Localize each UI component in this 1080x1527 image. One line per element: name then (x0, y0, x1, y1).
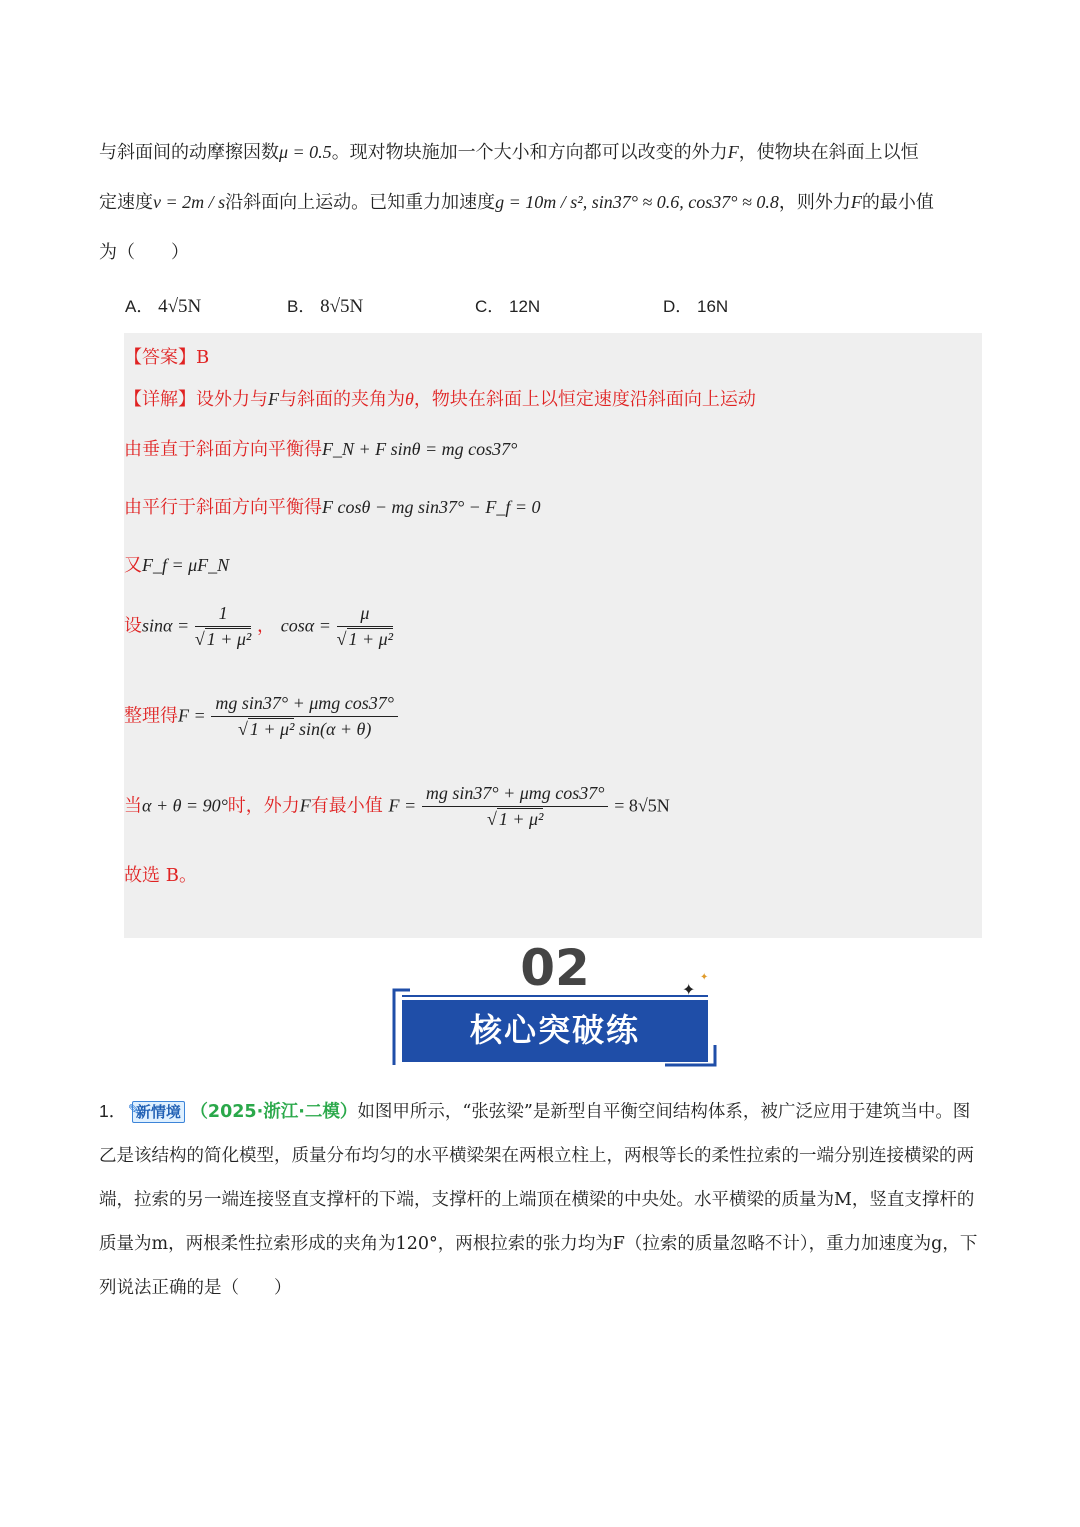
stem-line-2: 定速度v = 2m / s沿斜面向上运动。已知重力加速度g = 10m / s², sin37° ≈ 0.6, cos37° ≈ 0.8，则外力F的最小值 (99, 192, 934, 213)
answer-panel (124, 333, 982, 938)
stem-line-1: 与斜面间的动摩擦因数μ = 0.5。现对物块施加一个大小和方向都可以改变的外力F，使物块在斜面上以恒 (99, 142, 919, 163)
section-number: 02 (520, 939, 590, 997)
option-b[interactable]: B． 8√5N (287, 296, 364, 317)
section-title: 核心突破练 (469, 1011, 640, 1049)
mu-value: μ = 0.5 (279, 142, 332, 162)
question-1 (99, 1089, 979, 1310)
min-force-fraction: mg sin37° + μmg cos37° √ 1 + μ² (422, 783, 609, 830)
equation-2: 由平行于斜面方向平衡得F cosθ − mg sin37° − F_f = 0 (124, 497, 541, 518)
question-text: 如图甲所示，“张弦梁”是新型自平衡空间结构体系，被广泛应用于建筑当中。图乙是该结构的简化模型，质量分布均匀的水平横梁架在两根立柱上，两根等长的柔性拉索的一端分别连接横梁的两端，拉索的另一端连接竖直支撑杆的下端，支撑杆的上端顶在横梁的中央处。水平横梁的质量为M，竖直支撑杆的质量为m，两根柔性拉索形成的夹角为120°，两根拉索的张力均为F（拉索的质量忽略不计），重力加速度为g，下列说法正确的是（ ） (99, 1102, 978, 1298)
option-c[interactable]: C． 12N (475, 297, 541, 316)
sparkle-small-icon: ✦ (700, 972, 709, 983)
equation-1: 由垂直于斜面方向平衡得F_N + F sinθ = mg cos37° (124, 439, 518, 460)
equation-3: 又F_f = μF_N (124, 555, 230, 576)
option-d[interactable]: D． 16N (663, 297, 729, 316)
sparkle-icon: ✦ (682, 980, 696, 999)
question-source: （2025·浙江·二模） (190, 1102, 358, 1122)
question-number: 1． (99, 1101, 127, 1121)
pen-icon: ✎ (127, 1102, 140, 1118)
cos-alpha-fraction: $\frac{\mu}{\text{√ 1 + μ²}}$ (336, 603, 394, 649)
option-a[interactable]: A． 4√5N (125, 296, 202, 317)
detail-line: 【详解】设外力与F与斜面的夹角为θ，物块在斜面上以恒定速度沿斜面向上运动 (124, 389, 756, 410)
equation-5: 整理得F = mg sin37° + μmg cos37° √ 1 + μ² sin(α + θ) (124, 693, 398, 740)
new-context-tag: ✎ 新情境 (132, 1102, 191, 1122)
stem-line-3: 为（ ） (99, 242, 189, 263)
sin-alpha-fraction: $\frac{1}{\text{√ 1 + μ²}}$ (194, 603, 252, 649)
equation-4: 设sinα = $\frac{1}{\text{√ 1 + μ²}}$ ， cosα = $\frac{\mu}{\text{√ 1 + μ²}}$ (124, 603, 394, 649)
force-fraction: mg sin37° + μmg cos37° √ 1 + μ² sin(α + θ) (211, 693, 398, 740)
equation-6: 当α + θ = 90°时，外力F有最小值 F = mg sin37° + μmg cos37° √ 1 + μ² = 8√5N (124, 783, 670, 829)
conclusion: 故选 B。 (124, 865, 197, 886)
answer-label: 【答案】B (124, 347, 210, 368)
section-banner (390, 940, 730, 1075)
